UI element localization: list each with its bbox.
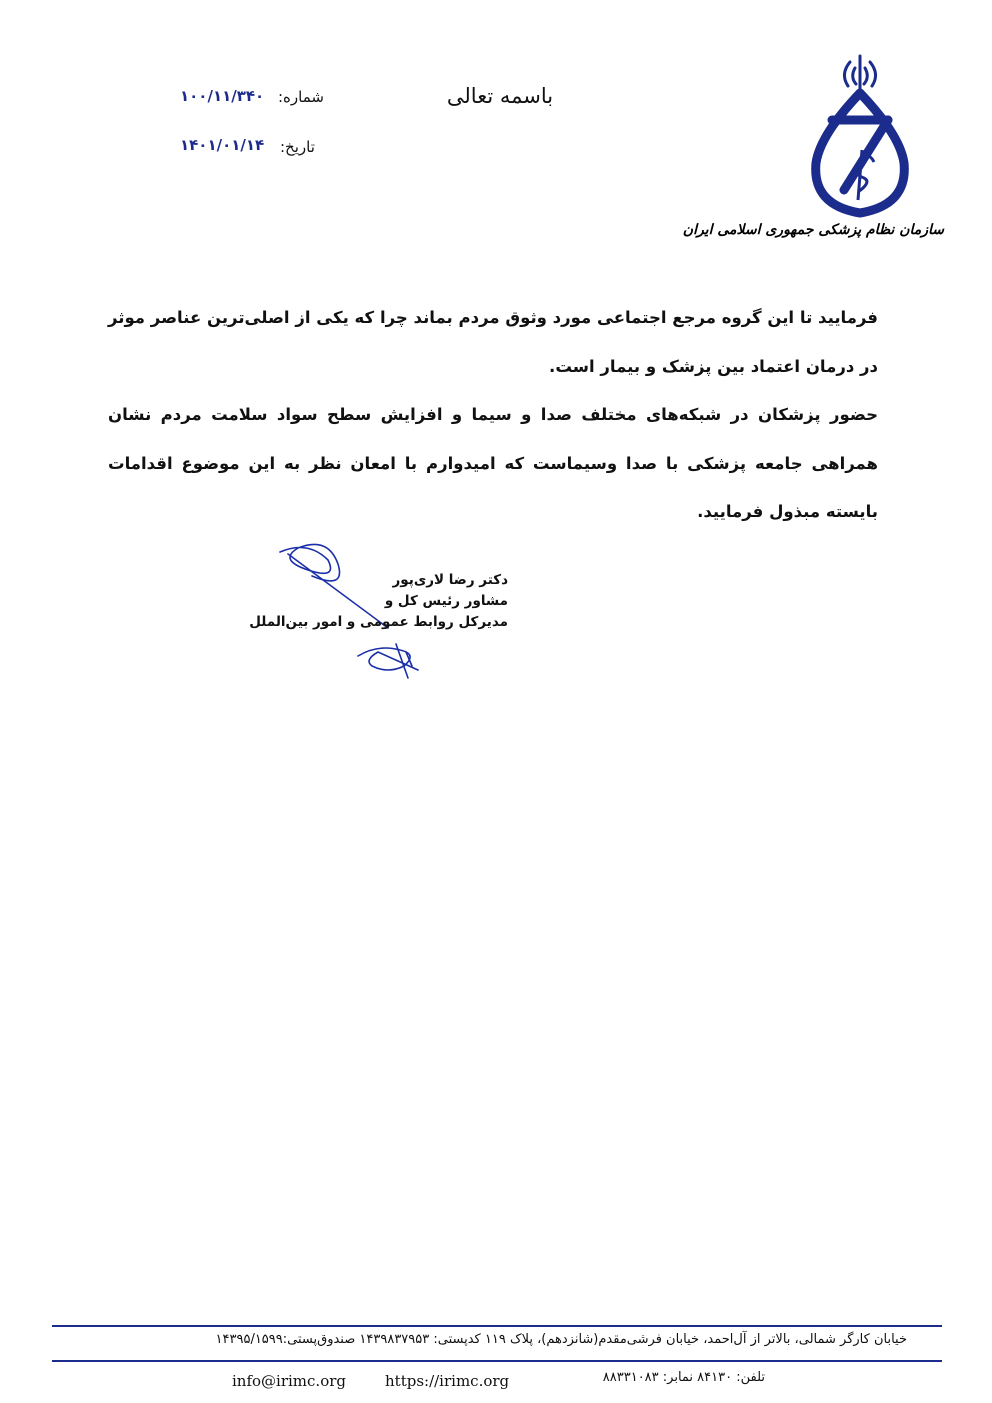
letter-number-value: ۱۰۰/۱۱/۳۴۰ bbox=[180, 87, 265, 105]
letter-date-value: ۱۴۰۱/۰۱/۱۴ bbox=[180, 136, 265, 154]
footer-divider-bottom bbox=[52, 1360, 942, 1362]
footer-phone: تلفن: ۸۴۱۳۰ نمابر: ۸۸۳۳۱۰۸۳ bbox=[602, 1370, 765, 1385]
letterhead-title: باسمه تعالی bbox=[446, 84, 554, 108]
signatory-role: مشاور رئیس کل و bbox=[384, 593, 508, 609]
footer-website-link[interactable]: https://irimc.org bbox=[385, 1372, 510, 1390]
letter-body bbox=[108, 294, 878, 537]
organization-name: سازمان نظام پزشکی جمهوری اسلامی ایران bbox=[682, 222, 944, 238]
footer-divider-top bbox=[52, 1325, 942, 1327]
letter-date-label: تاریخ: bbox=[280, 138, 315, 156]
emblem-icon bbox=[780, 50, 940, 220]
body-paragraph: حضور پزشکان در شبکه‌های مختلف صدا و سیما و افزایش سطح سواد سلامت مردم نشان همراهی جامعه پزشکی با صدا وسیماست که امیدوارم با امعان نظر به این موضوع اقدامات بایسته مبذول فرمایید. bbox=[108, 405, 878, 521]
signatory-name: دکتر رضا لاری‌پور bbox=[392, 572, 508, 588]
body-paragraph: فرمایید تا این گروه مرجع اجتماعی مورد وثوق مردم بماند چرا که یکی از اصلی‌ترین عناصر موثر در درمان اعتماد بین پزشک و بیمار است. bbox=[108, 308, 878, 376]
signatory-title: مدیرکل روابط عمومی و امور بین‌الملل bbox=[249, 614, 508, 630]
footer-email-link[interactable]: info@irimc.org bbox=[232, 1372, 347, 1390]
footer-address: خیابان کارگر شمالی، بالاتر از آل‌احمد، خیابان فرشی‌مقدم(شانزدهم)، پلاک ۱۱۹ کدپستی: ۱۴۳۹۸۳۷۹۵۳ صندوق‌پستی:۱۴۳۹۵/۱۵۹۹ bbox=[215, 1332, 907, 1347]
letter-number-label: شماره: bbox=[278, 88, 324, 106]
signature-block bbox=[249, 570, 508, 633]
